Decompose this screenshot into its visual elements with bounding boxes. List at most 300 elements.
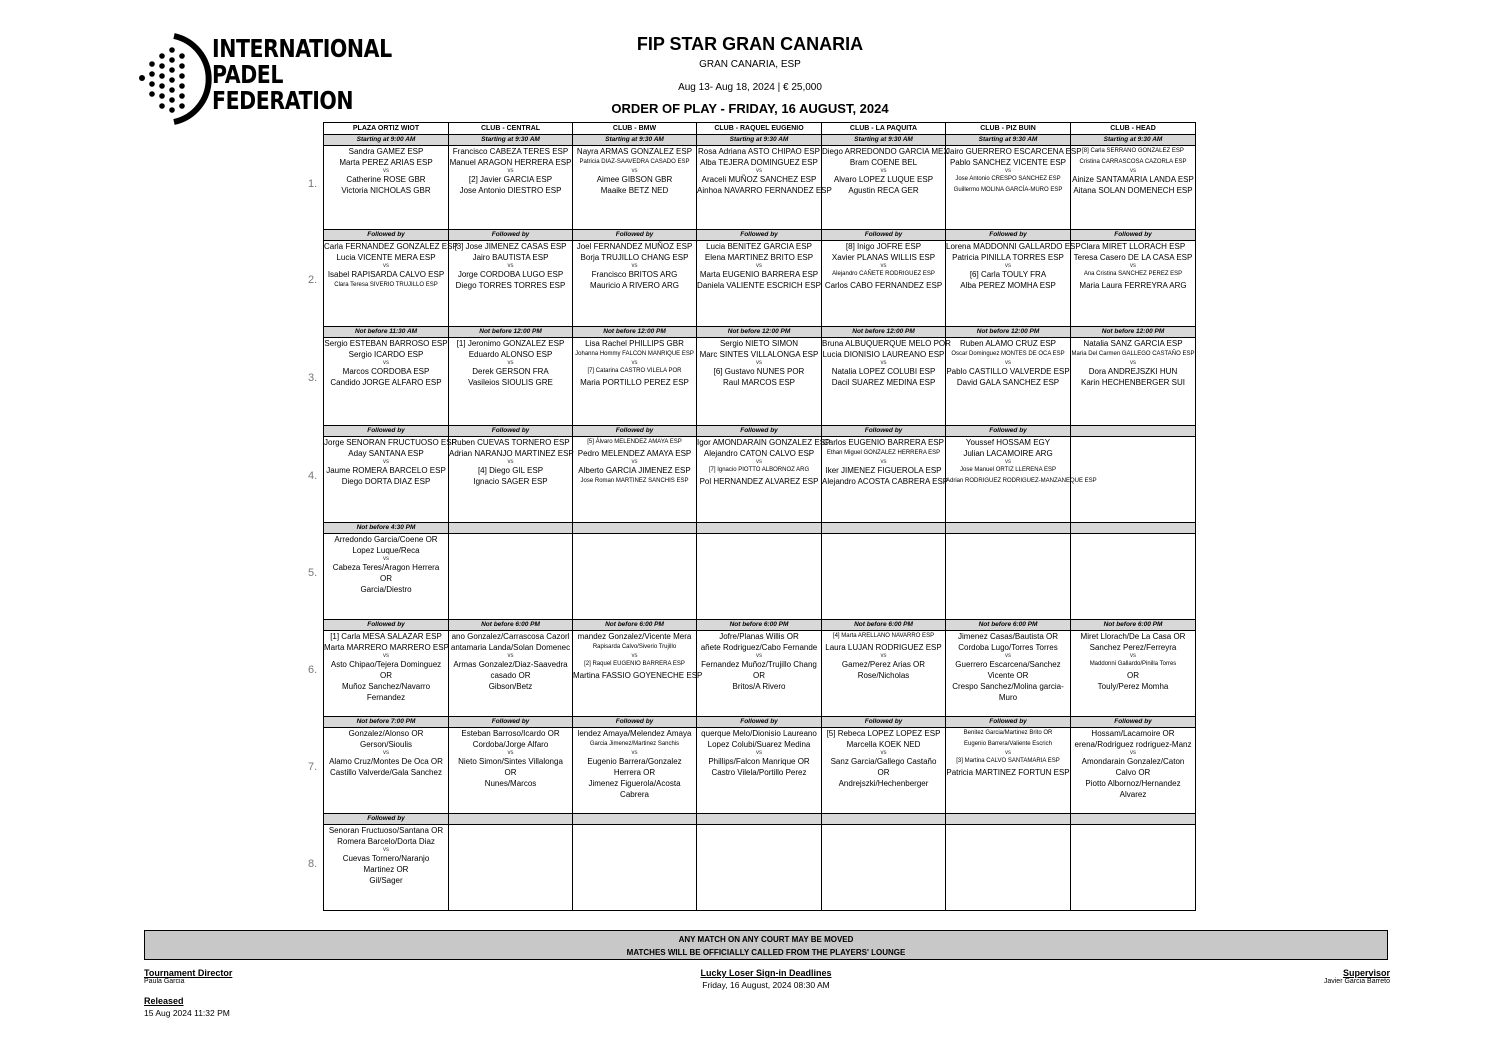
match-line: Amondarain Gonzalez/Caton [1081,757,1185,766]
versus-label: vs [383,847,389,853]
match-cell[interactable] [822,338,951,426]
match-line: Ainize SANTAMARIA LANDA ESP [1072,175,1194,184]
match-cell[interactable] [1071,631,1196,717]
match-line: Jaume ROMERA BARCELO ESP [326,466,446,475]
match-line: Diego ARREDONDO GARCIA MEX [822,147,949,156]
match-line: Guerrero Escarcena/Sanchez [955,660,1061,669]
match-cell[interactable] [573,146,697,230]
match-line: Alejandro CAÑETE RODRIGUEZ ESP [832,271,935,277]
versus-label: vs [880,653,887,659]
match-cell[interactable] [946,631,1071,717]
match-line: Mauricio A RIVERO ARG [590,281,679,290]
match-cell[interactable] [449,631,573,717]
match-line: [2] Javier GARCIA ESP [468,175,553,184]
versus-label: vs [1005,263,1011,269]
match-line: [6] Gustavo NUNES POR [713,367,805,376]
versus-label: vs [383,653,389,659]
versus-label: vs [383,168,389,174]
match-line: Ruben CUEVAS TORNERO ESP [451,438,570,447]
match-row [324,241,1196,327]
match-cell[interactable] [822,241,946,327]
start-time-label: Followed by [946,230,1071,241]
match-cell[interactable] [1071,338,1196,426]
match-cell[interactable] [449,534,573,620]
fip-logo [134,34,392,126]
match-cell[interactable] [449,728,573,814]
match-line: [3] Martina CALVO SANTAMARIA ESP [956,758,1060,764]
match-cell[interactable] [449,338,573,426]
match-line: Derek GERSON FRA [472,367,549,376]
match-cell[interactable] [573,534,697,620]
match-line: Pablo CASTILLO VALVERDE ESP [946,367,1070,376]
match-line: Francisco BRITOS ARG [591,270,678,279]
match-line: Jose Roman MARTINEZ SANCHIS ESP [580,478,689,484]
match-cell[interactable] [449,146,573,230]
start-time-label: Followed by [324,230,449,241]
match-cell[interactable] [946,437,1097,523]
match-line: Nunes/Marcos [484,779,537,788]
match-line: Marcella KOEK NED [846,740,921,749]
versus-label: vs [1005,360,1011,366]
start-time-label: Not before 12:00 PM [946,327,1071,338]
start-time-label: Followed by [697,717,822,728]
match-cell[interactable] [697,146,832,230]
match-line: Julian LACAMOIRE ARG [963,449,1053,458]
match-line: [7] Catarina CASTRO VILELA POR [587,368,682,374]
match-cell[interactable] [822,728,946,814]
match-line: Ethan Miguel GONZALEZ HERRERA ESP [826,450,941,456]
match-line: Rosa Adriana ASTO CHIPAO ESP [698,147,820,156]
start-time-label: Not before 7:00 PM [324,717,449,728]
match-line: [7] Ignacio PIOTTO ALBORNOZ ARG [708,467,810,473]
logo-mark-icon [134,34,210,126]
match-cell[interactable] [946,338,1071,426]
match-line: querque Melo/Dionisio Laureano [701,729,817,738]
start-time-label [573,523,697,534]
match-line: Armas Gonzalez/Diaz-Saavedra [453,660,568,669]
match-line: Jairo BAUTISTA ESP [472,253,549,262]
court-header: CLUB - CENTRAL [449,123,573,135]
match-cell[interactable] [449,241,573,327]
start-time-label: Not before 12:00 PM [697,327,822,338]
start-time-label: Not before 12:00 PM [573,327,697,338]
match-cell[interactable] [697,338,822,426]
match-line: Rose/Nicholas [857,671,910,680]
match-line: Lucia DIONISIO LAUREANO ESP [822,350,945,359]
match-line: Guillermo MOLINA GARCÍA-MURO ESP [953,187,1063,193]
match-line: Ainhoa NAVARRO FERNANDEZ ESP [697,186,832,195]
match-line: Maria Laura FERREYRA ARG [1079,281,1187,290]
match-line: añete Rodriguez/Cabo Fernande [700,643,818,652]
match-line: Alvarez [1119,790,1147,799]
match-line: Carla FERNANDEZ GONZALEZ ESP [324,242,458,251]
match-line: Bruna ALBUQUERQUE MELO POR [822,339,951,348]
versus-label: vs [1130,653,1136,659]
versus-label: vs [1005,459,1011,465]
start-time-label: Not before 6:00 PM [697,620,822,631]
start-time-label: Followed by [449,230,573,241]
court-header-row [324,123,1196,135]
start-time-label [449,523,573,534]
match-cell[interactable] [946,241,1081,327]
match-line: Alberto GARCIA JIMENEZ ESP [578,466,691,475]
lucky-loser-label: Lucky Loser Sign-in Deadlines [700,968,832,978]
match-line: Lisa Rachel PHILLIPS GBR [585,339,684,348]
match-line: Joel FERNANDEZ MUÑOZ ESP [576,242,693,251]
start-time-label: Not before 11:30 AM [324,327,449,338]
versus-label: vs [756,360,762,366]
match-line: Marta PEREZ ARIAS ESP [339,158,433,167]
match-cell[interactable] [324,825,449,911]
match-line: Jose Manuel ORTIZ LLERENA ESP [960,467,1056,473]
match-line: [8] Inigo JOFRE ESP [845,242,922,251]
start-time-label: Followed by [573,230,697,241]
match-line: Ignacio SAGER ESP [473,477,548,486]
start-time-label: Followed by [449,717,573,728]
match-line: Vasileios SIOULIS GRE [468,378,553,387]
court-header: CLUB - RAQUEL EUGENIO [697,123,822,135]
match-line: [6] Carla TOULY FRA [969,270,1047,279]
released-value: 15 Aug 2024 11:32 PM [144,1008,230,1018]
match-line: Teresa Casero DE LA CASA ESP [1073,253,1193,262]
versus-label: vs [507,168,514,174]
tournament-director [144,968,232,985]
match-cell[interactable] [946,534,1071,620]
round-time-row [324,620,1196,631]
start-time-label: Starting at 9:30 AM [946,135,1071,146]
match-line: Sergio ICARDO ESP [348,350,424,359]
logo-line-2: PADEL [212,60,284,89]
start-time-label: Followed by [449,426,573,437]
match-line: [4] Diego GIL ESP [477,466,544,475]
versus-label: vs [1005,653,1011,659]
row-number: 4. [308,469,318,482]
match-line: David GALA SANCHEZ ESP [956,378,1060,387]
row-number: 6. [308,663,318,676]
versus-label: vs [631,459,638,465]
lucky-loser-value: Friday, 16 August, 2024 08:30 AM [702,980,830,990]
match-line: Candido JORGE ALFARO ESP [330,378,442,387]
match-cell[interactable] [324,534,449,620]
match-line: Gonzalez/Alonso OR [348,729,424,738]
start-time-label: Followed by [1071,230,1196,241]
match-line: Borja TRUJILLO CHANG ESP [580,253,689,262]
match-line: Sergio ESTEBAN BARROSO ESP [324,339,448,348]
versus-label: vs [631,750,638,756]
match-line: Martinez OR [363,865,409,874]
versus-label: vs [507,263,514,269]
match-cell[interactable] [822,825,946,911]
released [144,996,230,1018]
match-line: Cordoba/Jorge Alfaro [472,740,549,749]
versus-label: vs [1130,750,1136,756]
round-time-row [324,230,1196,241]
match-line: Agustin RECA GER [848,186,919,195]
match-line: Sergio NIETO SIMON [719,339,799,348]
match-line: Jimenez Casas/Bautista OR [957,632,1059,641]
versus-label: vs [1130,360,1136,366]
match-line: Martina FASSIO GOYENECHE ESP [573,671,703,680]
versus-label: vs [631,168,638,174]
match-line: Garcia/Diestro [360,585,412,594]
match-line: [3] Jose JIMENEZ CASAS ESP [454,242,567,251]
match-row [324,631,1196,717]
match-line: Clara Teresa SIVERIO TRUJILLO ESP [334,282,438,288]
versus-label: vs [631,263,638,269]
match-line: Karin HECHENBERGER SUI [1080,378,1186,387]
match-line: Nayra ARMAS GONZALEZ ESP [576,147,693,156]
match-cell[interactable] [946,825,1071,911]
match-line: Alejandro ACOSTA CABRERA ESP [822,477,949,486]
match-cell[interactable] [697,728,822,814]
match-cell[interactable] [697,534,822,620]
match-line: Carlos EUGENIO BARRERA ESP [823,438,944,447]
match-line: Lucia VICENTE MERA ESP [336,253,436,262]
supervisor-label: Supervisor [1342,968,1390,978]
match-cell[interactable] [324,631,449,717]
notice-banner [144,930,1388,960]
notice-line-2: MATCHES WILL BE OFFICIALLY CALLED FROM THE PLAYERS' LOUNGE [626,948,906,957]
match-line: Jose Antonio DIESTRO ESP [459,186,562,195]
versus-label: vs [383,750,389,756]
match-line: Muro [998,693,1018,702]
match-line: Gil/Sager [369,876,403,885]
start-time-label: Not before 6:00 PM [449,620,573,631]
order-of-play-table [323,122,1196,911]
match-line: Cordoba Lugo/Torres Torres [958,643,1058,652]
start-time-label: Not before 12:00 PM [1071,327,1196,338]
match-cell[interactable] [697,825,822,911]
match-line: OR [877,768,890,777]
match-cell[interactable] [822,146,949,230]
match-line: Manuel ARAGON HERRERA ESP [449,158,572,167]
match-line: [8] Carla SERRANO GONZALEZ ESP [1082,148,1184,154]
match-line: Britos/A Rivero [732,682,786,691]
round-time-row [324,523,1196,534]
match-line: Bram COENE BEL [849,158,918,167]
versus-label: vs [383,263,389,269]
match-line: Cristina CARRASCOSA CAZORLA ESP [1079,159,1187,165]
match-line: Ana Cristina SANCHEZ PEREZ ESP [1083,271,1183,277]
start-time-label [822,523,946,534]
row-number: 2. [308,273,318,286]
versus-label: vs [1130,263,1136,269]
match-line: Eugenio Barrera/Gonzalez [587,757,682,766]
start-time-label: Followed by [946,717,1071,728]
start-time-label [697,814,822,825]
start-time-label: Not before 4:30 PM [324,523,449,534]
match-cell[interactable] [822,631,946,717]
match-line: Maria PORTILLO PEREZ ESP [580,378,689,387]
start-time-label [822,814,946,825]
start-time-label: Starting at 9:30 AM [697,135,822,146]
start-time-label [697,523,822,534]
versus-label: vs [383,459,389,465]
start-time-label [1071,523,1196,534]
court-header: CLUB - PIZ BUIN [946,123,1071,135]
match-line: Youssef HOSSAM EGY [965,438,1051,447]
match-line: Sanz Garcia/Gallego Castaño [830,757,937,766]
match-cell[interactable] [946,146,1082,230]
match-line: Pablo SANCHEZ VICENTE ESP [949,158,1067,167]
match-line: Muñoz Sanchez/Navarro [341,682,431,691]
row-number: 5. [308,566,318,579]
match-line: Gamez/Perez Arias OR [841,660,926,669]
match-cell[interactable] [324,241,458,327]
match-line: Andrejszki/Hechenberger [838,779,929,788]
match-line: Jorge SENORAN FRUCTUOSO ESP [324,438,457,447]
row-number: 8. [308,857,318,870]
match-row [324,146,1196,230]
match-cell[interactable] [697,631,822,717]
match-cell[interactable] [697,437,831,523]
match-line: Lopez Luque/Reca [352,546,420,555]
match-line: Benitez Garcia/Martinez Brito OR [963,730,1053,736]
match-cell[interactable] [573,825,697,911]
start-time-label: Not before 12:00 PM [449,327,573,338]
released-label: Released [144,996,184,1006]
match-line: Maria Del Carmen GALLEGO CASTAÑO ESP [1071,351,1195,357]
round-time-row [324,814,1196,825]
match-line: Romera Barcelo/Dorta Diaz [337,837,435,846]
match-line: Senoran Fructuoso/Santana OR [328,826,444,835]
match-line: Marcos CORDOBA ESP [342,367,430,376]
start-time-label: Followed by [573,717,697,728]
supervisor [1188,968,1390,985]
match-line: [2] Raquel EUGENIO BARRERA ESP [584,661,685,667]
match-line: [5] Álvaro MELENDEZ AMAYA ESP [587,439,682,445]
start-time-label: Followed by [573,426,697,437]
notice-line-1: ANY MATCH ON ANY COURT MAY BE MOVED [678,935,854,944]
match-line: OR [753,671,765,680]
match-line: Victoria NICHOLAS GBR [341,186,431,195]
match-line: Aday SANTANA ESP [348,449,424,458]
match-line: Crespo Sanchez/Molina garcia- [952,682,1064,691]
match-cell[interactable] [822,437,949,523]
court-header: PLAZA ORTIZ WIOT [324,123,449,135]
tournament-title: FIP STAR GRAN CANARIA [636,34,864,54]
match-line: Marta EUGENIO BARRERA ESP [699,270,819,279]
match-line: Alba TEJERA DOMINGUEZ ESP [700,158,818,167]
start-time-label: Followed by [697,230,822,241]
match-line: Jofre/Planas Willis OR [719,632,799,641]
versus-label: vs [507,459,514,465]
match-cell[interactable] [573,728,697,814]
versus-label: vs [880,168,887,174]
match-line: Natalia LOPEZ COLUBI ESP [831,367,936,376]
match-line: Fernandez Muñoz/Trujillo Chang [701,660,817,669]
match-line: Isabel RAPISARDA CALVO ESP [327,270,445,279]
match-line: Patricia PINILLA TORRES ESP [952,253,1064,262]
match-line: [4] Marta ARELLANO NAVARRO ESP [832,633,935,639]
match-cell[interactable] [946,728,1071,814]
match-cell[interactable] [573,437,697,523]
lucky-loser [616,968,916,990]
match-row [324,825,1196,911]
match-line: Iker JIMENEZ FIGUEROLA ESP [825,466,942,475]
start-time-label: Starting at 9:30 AM [449,135,573,146]
match-line: Oscar Dominguez MONTES DE OCA ESP [951,351,1065,357]
match-line: Francisco CABEZA TERES ESP [452,147,569,156]
start-time-label [1071,426,1196,437]
start-time-label: Followed by [1071,717,1196,728]
court-header: CLUB - HEAD [1071,123,1196,135]
match-line: [1] Carla MESA SALAZAR ESP [330,632,442,641]
match-line: Castro Vilela/Portillo Perez [711,768,807,777]
match-cell[interactable] [324,728,449,814]
match-cell[interactable] [1071,825,1196,911]
match-line: Sanchez Perez/Ferreyra [1089,643,1177,652]
match-line: Natalia SANZ GARCIA ESP [1083,339,1183,348]
match-cell[interactable] [822,534,946,620]
match-line: Adrian NARANJO MARTINEZ ESP [449,449,574,458]
versus-label: vs [383,556,389,562]
match-cell[interactable] [697,241,822,327]
versus-label: vs [880,263,887,269]
tournament-location: GRAN CANARIA, ESP [699,59,801,70]
start-time-label: Followed by [822,426,946,437]
match-cell[interactable] [573,631,703,717]
court-header: CLUB - BMW [573,123,697,135]
round-time-row [324,426,1196,437]
match-line: Lorena MADDONNI GALLARDO ESP [946,242,1081,251]
logo-line-1: INTERNATIONAL [212,34,392,63]
match-line: Piotto Albornoz/Hernandez [1085,779,1181,788]
versus-label: vs [631,653,638,659]
row-number: 1. [308,177,318,190]
match-line: Lopez Colubi/Suarez Medina [707,740,811,749]
match-line: Castillo Valverde/Gala Sanchez [330,768,442,777]
match-line: Herrera OR [613,768,656,777]
match-cell[interactable] [1071,728,1196,814]
match-line: lendez Amaya/Melendez Amaya [577,729,692,738]
match-line: Gibson/Betz [488,682,533,691]
match-cell[interactable] [324,338,449,426]
match-cell[interactable] [573,241,697,327]
versus-label: vs [1005,168,1011,174]
match-line: Diego TORRES TORRES ESP [455,281,566,290]
match-line: Elena MARTINEZ BRITO ESP [704,253,814,262]
versus-label: vs [756,459,762,465]
start-time-label: Followed by [324,620,449,631]
match-line: Jimenez Figuerola/Acosta [588,779,681,788]
match-line: Jairo GUERRERO ESCARCENA ESP [946,147,1082,156]
start-time-label: Followed by [822,230,946,241]
match-line: Patricia MARTINEZ FORTUN ESP [946,768,1070,777]
match-cell[interactable] [449,825,573,911]
match-cell[interactable] [573,338,697,426]
versus-label: vs [756,653,762,659]
match-cell[interactable] [1071,534,1196,620]
match-row [324,437,1196,523]
match-cell[interactable] [1071,241,1196,327]
match-row [324,338,1196,426]
match-line: Cabeza Teres/Aragon Herrera [332,563,440,572]
versus-label: vs [507,653,514,659]
start-time-label: Followed by [324,426,449,437]
match-line: Asto Chipao/Tejera Dominguez [330,660,442,669]
match-line: Marta MARRERO MARRERO ESP [324,643,449,652]
start-time-label: Not before 6:00 PM [573,620,697,631]
match-cell[interactable] [324,437,457,523]
match-cell[interactable] [324,146,449,230]
start-time-label: Not before 6:00 PM [822,620,946,631]
match-cell[interactable] [1071,146,1196,230]
start-time-label [573,814,697,825]
match-line: Patricia DIAZ-SAAVEDRA CASADO ESP [579,159,690,165]
match-cell[interactable] [449,437,573,523]
match-line: Adrian RODRIGUEZ RODRIGUEZ-MANZANEQUE ESP [946,478,1097,484]
